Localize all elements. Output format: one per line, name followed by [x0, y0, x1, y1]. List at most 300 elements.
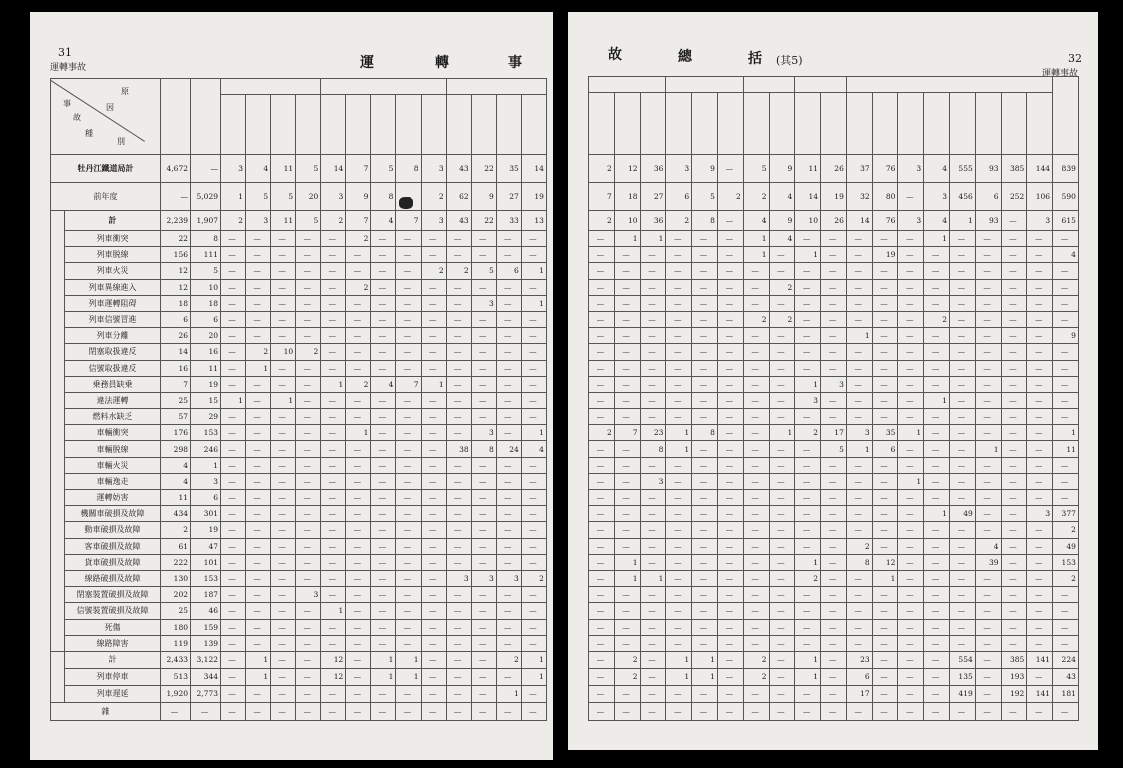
- right-group1-row-16-v15: —: [975, 490, 1001, 506]
- right-group1-row-18-v0: —: [589, 522, 615, 538]
- left-group1-row-20-v3: —: [296, 554, 321, 570]
- left-group1-row-24-label: 死傷: [65, 619, 161, 635]
- left-top-row-0-v10: 22: [471, 155, 496, 183]
- left-group1-row-24-v4: —: [321, 619, 346, 635]
- left-group1-row-1-v0: —: [221, 247, 246, 263]
- left-group1-row-22-label: 閉塞裝置破損及故障: [65, 587, 161, 603]
- left-group1-row-5-v6: —: [371, 311, 396, 327]
- left-group1-row-22-v6: —: [371, 587, 396, 603]
- diagonal-header-mid4: 種: [85, 128, 93, 138]
- left-misc-row-v10: —: [471, 702, 496, 720]
- right-group1-row-24-v8: —: [795, 619, 821, 635]
- right-group1-row-15-v10: —: [846, 473, 872, 489]
- left-group1-row-21-prev: 153: [191, 570, 221, 586]
- right-group1-row-22-v8: —: [795, 587, 821, 603]
- right-group1-row-15: [589, 473, 1079, 489]
- left-group1-row-11-v2: —: [271, 409, 296, 425]
- left-group1-row-6-label: 列車分離: [65, 328, 161, 344]
- right-group1-row-22: [589, 587, 1079, 603]
- right-group1-total-v11: 76: [872, 211, 898, 231]
- left-group2-row-1-v12: 1: [521, 668, 546, 685]
- left-group1-row-6-v4: —: [321, 328, 346, 344]
- right-group1-total-v8: 10: [795, 211, 821, 231]
- left-group1-row-1-v12: —: [521, 247, 546, 263]
- right-group1-row-3-v17: —: [1027, 279, 1053, 295]
- left-top-row-0-v9: 43: [446, 155, 471, 183]
- left-group2-row-1-prev: 344: [191, 668, 221, 685]
- right-group1-row-7-v5: —: [717, 344, 743, 360]
- left-group1-row-0: [51, 231, 547, 247]
- left-group1-row-14-v3: —: [296, 457, 321, 473]
- left-group1-total-v10: 22: [471, 211, 496, 231]
- right-group2-row-2: [589, 685, 1079, 702]
- col-header-0-2: [271, 95, 296, 155]
- left-group1-row-10-v1: —: [246, 392, 271, 408]
- right-group1-row-22-v7: —: [769, 587, 795, 603]
- left-group1-row-6-v6: —: [371, 328, 396, 344]
- right-misc-row: [589, 702, 1079, 720]
- right-group1-row-15-v7: —: [769, 473, 795, 489]
- left-group1-row-19-v1: —: [246, 538, 271, 554]
- right-group2-row-0-v5: —: [717, 651, 743, 668]
- right-group1-row-12-v3: 1: [666, 425, 692, 441]
- left-group1-row-17-v0: —: [221, 506, 246, 522]
- left-group1-row-21-v3: —: [296, 570, 321, 586]
- left-group1-row-9-v12: —: [521, 376, 546, 392]
- right-group1-row-18-v12: —: [898, 522, 924, 538]
- right-col-header-1-1: [692, 93, 718, 155]
- left-group1-row-18: [51, 522, 547, 538]
- right-group1-row-25-v2: —: [640, 635, 666, 651]
- left-group1-row-4-prev: 18: [191, 295, 221, 311]
- left-top-row-0-total: 4,672: [161, 155, 191, 183]
- right-group1-row-13-v8: —: [795, 441, 821, 457]
- left-group1-row-5-v11: —: [496, 311, 521, 327]
- left-group1-row-23-v8: —: [421, 603, 446, 619]
- left-group1-row-19-label: 客車破損及故障: [65, 538, 161, 554]
- left-group2-row-0-v6: 1: [371, 651, 396, 668]
- right-group1-row-13-v7: —: [769, 441, 795, 457]
- left-group1-row-2-v8: 2: [421, 263, 446, 279]
- right-group1-row-13: [589, 441, 1079, 457]
- left-group1-row-13-v9: 38: [446, 441, 471, 457]
- left-group1-row-8-v5: —: [346, 360, 371, 376]
- right-group1-row-5-v13: 2: [924, 311, 950, 327]
- right-group1-row-7-v18: —: [1053, 344, 1079, 360]
- left-group1-row-12: [51, 425, 547, 441]
- right-group1-row-21-v18: 2: [1053, 570, 1079, 586]
- right-group2-row-0-v10: 23: [846, 651, 872, 668]
- left-group1-row-12-total: 176: [161, 425, 191, 441]
- right-group1-row-15-v12: 1: [898, 473, 924, 489]
- right-group1-row-10-v5: —: [717, 392, 743, 408]
- left-group1-row-3-prev: 10: [191, 279, 221, 295]
- left-group1-row-7-v9: —: [446, 344, 471, 360]
- left-group1-row-18-v5: —: [346, 522, 371, 538]
- left-misc-row-v5: —: [346, 702, 371, 720]
- left-group1-row-21-v8: —: [421, 570, 446, 586]
- left-group1-row-8-v2: —: [271, 360, 296, 376]
- right-group1-row-3-v10: —: [846, 279, 872, 295]
- right-group1-row-6-v5: —: [717, 328, 743, 344]
- left-group1-row-7-prev: 16: [191, 344, 221, 360]
- left-misc-row: [51, 702, 547, 720]
- right-top-row-1-v12: —: [898, 183, 924, 211]
- right-group1-row-9-v3: —: [666, 376, 692, 392]
- left-group1-row-17-v6: —: [371, 506, 396, 522]
- left-group1-row-15-prev: 3: [191, 473, 221, 489]
- right-group1-row-1-v13: —: [924, 247, 950, 263]
- right-group1-row-8-v16: —: [1001, 360, 1027, 376]
- right-top-row-0-v12: 3: [898, 155, 924, 183]
- right-group1-row-19-v4: —: [692, 538, 718, 554]
- right-group1-total-v6: 4: [743, 211, 769, 231]
- right-top-row-0-v6: 5: [743, 155, 769, 183]
- left-group2-row-2-total: 1,920: [161, 685, 191, 702]
- right-group1-row-23-v2: —: [640, 603, 666, 619]
- right-group1-row-22-v9: —: [821, 587, 847, 603]
- right-col-header-2-1: [769, 93, 795, 155]
- left-group1-row-0-prev: 8: [191, 231, 221, 247]
- right-group2-row-1-v1: 2: [614, 668, 640, 685]
- right-group1-row-4-v14: —: [949, 295, 975, 311]
- right-group1-row-7-v17: —: [1027, 344, 1053, 360]
- left-top-row-1-v4: 3: [321, 183, 346, 211]
- right-group1-row-21-v3: —: [666, 570, 692, 586]
- left-group1-row-23-v11: —: [496, 603, 521, 619]
- left-group1-row-16-v2: —: [271, 490, 296, 506]
- right-group1-row-9-v6: —: [743, 376, 769, 392]
- left-group1-row-17-v1: —: [246, 506, 271, 522]
- right-group1-row-0-v10: —: [846, 231, 872, 247]
- right-group1-row-4-v15: —: [975, 295, 1001, 311]
- right-group1-row-17-v14: 49: [949, 506, 975, 522]
- right-group2-row-2-v0: —: [589, 685, 615, 702]
- right-group1-row-16-v12: —: [898, 490, 924, 506]
- left-group1-row-24-v12: —: [521, 619, 546, 635]
- right-group1-row-0: [589, 231, 1079, 247]
- left-group1-row-0-v1: —: [246, 231, 271, 247]
- left-group2-row-0-v8: —: [421, 651, 446, 668]
- left-group1-row-14-v4: —: [321, 457, 346, 473]
- right-group1-row-16-v16: —: [1001, 490, 1027, 506]
- right-group1-row-4-v0: —: [589, 295, 615, 311]
- right-group1-row-14-v8: —: [795, 457, 821, 473]
- right-group2-row-1-v15: —: [975, 668, 1001, 685]
- left-group1-row-18-v4: —: [321, 522, 346, 538]
- right-group1-row-3-v7: 2: [769, 279, 795, 295]
- left-group1-row-16-label: 運轉妨害: [65, 490, 161, 506]
- right-col-header-4-2: [898, 93, 924, 155]
- right-group1-row-11-v1: —: [614, 409, 640, 425]
- right-misc-row-v9: —: [821, 702, 847, 720]
- left-group1-row-11-v10: —: [471, 409, 496, 425]
- right-group2-row-0-v4: 1: [692, 651, 718, 668]
- right-group1-row-14-v0: —: [589, 457, 615, 473]
- right-group1-row-22-v16: —: [1001, 587, 1027, 603]
- right-group2-row-0-v8: 1: [795, 651, 821, 668]
- left-group2-row-0: [51, 651, 547, 668]
- right-group1-row-15-v15: —: [975, 473, 1001, 489]
- right-group1-row-8-v18: —: [1053, 360, 1079, 376]
- left-top-row-1-v2: 5: [271, 183, 296, 211]
- right-group1-row-8-v2: —: [640, 360, 666, 376]
- right-group1-row-14-v10: —: [846, 457, 872, 473]
- left-group1-row-15-total: 4: [161, 473, 191, 489]
- left-group1-row-10-v8: —: [421, 392, 446, 408]
- right-group1-row-9-v15: —: [975, 376, 1001, 392]
- left-group1-row-12-v8: —: [421, 425, 446, 441]
- right-group1-row-22-v12: —: [898, 587, 924, 603]
- left-group1-row-25-v6: —: [371, 635, 396, 651]
- left-group1-row-7-v1: 2: [246, 344, 271, 360]
- right-group1-row-5-v7: 2: [769, 311, 795, 327]
- right-group1-row-23-v0: —: [589, 603, 615, 619]
- left-group1-row-17-v2: —: [271, 506, 296, 522]
- right-group1-row-3-v11: —: [872, 279, 898, 295]
- left-group1-row-8-v7: —: [396, 360, 421, 376]
- left-group1-row-2-v7: —: [396, 263, 421, 279]
- right-col-header-4-3: [924, 93, 950, 155]
- right-group1-row-23-v9: —: [821, 603, 847, 619]
- right-group1-row-3-v5: —: [717, 279, 743, 295]
- left-group1-row-8-v1: 1: [246, 360, 271, 376]
- left-group1-row-8-v6: —: [371, 360, 396, 376]
- left-misc-row-v11: —: [496, 702, 521, 720]
- right-top-row-1-v3: 6: [666, 183, 692, 211]
- left-group1-row-22-v5: —: [346, 587, 371, 603]
- left-group1-row-24-v6: —: [371, 619, 396, 635]
- right-group1-row-22-v0: —: [589, 587, 615, 603]
- left-group1-row-14-v8: —: [421, 457, 446, 473]
- right-group1-row-17-v3: —: [666, 506, 692, 522]
- left-group1-row-14-v1: —: [246, 457, 271, 473]
- left-group1-row-11-v12: —: [521, 409, 546, 425]
- left-group1-row-7-total: 14: [161, 344, 191, 360]
- left-group1-row-10-v5: —: [346, 392, 371, 408]
- right-misc-row-v0: —: [589, 702, 615, 720]
- left-group1-row-0-total: 22: [161, 231, 191, 247]
- left-group1-row-15-v3: —: [296, 473, 321, 489]
- right-group1-row-0-v16: —: [1001, 231, 1027, 247]
- right-group1-row-12-v13: —: [924, 425, 950, 441]
- right-group1-row-14-v17: —: [1027, 457, 1053, 473]
- left-group1-row-4-v2: —: [271, 295, 296, 311]
- left-group2-row-0-v12: 1: [521, 651, 546, 668]
- right-group1-row-7-v9: —: [821, 344, 847, 360]
- right-group1-row-19-v18: 49: [1053, 538, 1079, 554]
- left-group2-row-2-v5: —: [346, 685, 371, 702]
- left-group1-row-1-v5: —: [346, 247, 371, 263]
- left-group1-row-17-v7: —: [396, 506, 421, 522]
- left-group1-row-16-v0: —: [221, 490, 246, 506]
- left-group2-row-1-v1: 1: [246, 668, 271, 685]
- right-group1-row-20-v15: 39: [975, 554, 1001, 570]
- left-group1-row-15-v10: —: [471, 473, 496, 489]
- right-group1-row-22-v17: —: [1027, 587, 1053, 603]
- left-misc-row-v0: —: [221, 702, 246, 720]
- left-group1-row-12-prev: 153: [191, 425, 221, 441]
- left-group2-row-1-v7: 1: [396, 668, 421, 685]
- left-group1-row-11-prev: 29: [191, 409, 221, 425]
- left-group1-row-21-v1: —: [246, 570, 271, 586]
- right-group1-row-20-v17: —: [1027, 554, 1053, 570]
- right-group1-row-5-v10: —: [846, 311, 872, 327]
- left-group1-row-18-v9: —: [446, 522, 471, 538]
- right-group1-row-16: [589, 490, 1079, 506]
- left-group1-row-6-v3: —: [296, 328, 321, 344]
- left-group1-row-5-v4: —: [321, 311, 346, 327]
- right-group2-row-1-v8: 1: [795, 668, 821, 685]
- left-group1-row-8-total: 16: [161, 360, 191, 376]
- right-group1-row-1-v7: —: [769, 247, 795, 263]
- right-group1-row-23-v17: —: [1027, 603, 1053, 619]
- right-top-row-1-v17: 106: [1027, 183, 1053, 211]
- right-group1-row-13-v4: —: [692, 441, 718, 457]
- left-group2-row-1-v5: —: [346, 668, 371, 685]
- left-page: [30, 12, 553, 760]
- right-group1-row-5-v5: —: [717, 311, 743, 327]
- right-misc-row-v12: —: [898, 702, 924, 720]
- right-group2-row-2-v1: —: [614, 685, 640, 702]
- left-group1-row-14-total: 4: [161, 457, 191, 473]
- left-group1-row-17-v10: —: [471, 506, 496, 522]
- left-top-row-1-v7: —: [396, 183, 421, 211]
- left-group1-row-1-v8: —: [421, 247, 446, 263]
- left-group1-row-16-v7: —: [396, 490, 421, 506]
- right-title-char-2: 總: [678, 49, 692, 65]
- right-group1-row-16-v10: —: [846, 490, 872, 506]
- right-group1-row-0-v7: 4: [769, 231, 795, 247]
- diagonal-header-top: 原: [121, 86, 129, 96]
- left-group1-row-8-v4: —: [321, 360, 346, 376]
- right-group1-row-18: [589, 522, 1079, 538]
- left-top-row-0-v12: 14: [521, 155, 546, 183]
- right-group1-row-11-v16: —: [1001, 409, 1027, 425]
- right-group1-row-10-v16: —: [1001, 392, 1027, 408]
- right-group1-row-3-v16: —: [1001, 279, 1027, 295]
- right-group1-row-24-v5: —: [717, 619, 743, 635]
- right-group1-row-13-v17: —: [1027, 441, 1053, 457]
- right-group1-row-2: [589, 263, 1079, 279]
- left-group1-row-21-v4: —: [321, 570, 346, 586]
- left-group1-row-13-v1: —: [246, 441, 271, 457]
- right-group1-row-6-v13: —: [924, 328, 950, 344]
- right-group2-row-1-v0: —: [589, 668, 615, 685]
- right-group1-row-19-v0: —: [589, 538, 615, 554]
- left-group1-row-20: [51, 554, 547, 570]
- right-group1-row-24-v2: —: [640, 619, 666, 635]
- right-group1-row-11-v2: —: [640, 409, 666, 425]
- left-group1-row-21-v11: 3: [496, 570, 521, 586]
- right-group1-row-14-v12: —: [898, 457, 924, 473]
- right-group1-row-9-v12: —: [898, 376, 924, 392]
- right-misc-row-v16: —: [1001, 702, 1027, 720]
- left-group2-row-0-v2: —: [271, 651, 296, 668]
- right-group1-row-24-v18: —: [1053, 619, 1079, 635]
- left-group1-row-19-v9: —: [446, 538, 471, 554]
- right-group1-row-18-v13: —: [924, 522, 950, 538]
- left-group2-row-0-prev: 3,122: [191, 651, 221, 668]
- right-group2-row-0-v12: —: [898, 651, 924, 668]
- left-group1-row-23-v2: —: [271, 603, 296, 619]
- left-top-row-0-v2: 11: [271, 155, 296, 183]
- left-misc-row-v9: —: [446, 702, 471, 720]
- left-group1-row-18-v10: —: [471, 522, 496, 538]
- left-group1-row-22-v7: —: [396, 587, 421, 603]
- right-group1-row-2-v5: —: [717, 263, 743, 279]
- right-group1-row-9-v4: —: [692, 376, 718, 392]
- right-group1-row-6-v8: —: [795, 328, 821, 344]
- right-group1-row-17-v9: —: [821, 506, 847, 522]
- right-group1-row-7-v14: —: [949, 344, 975, 360]
- right-group1-row-14-v11: —: [872, 457, 898, 473]
- right-group1-row-11-v9: —: [821, 409, 847, 425]
- right-group1-row-11-v7: —: [769, 409, 795, 425]
- right-group1-row-23-v13: —: [924, 603, 950, 619]
- right-group1-row-23-v8: —: [795, 603, 821, 619]
- left-group1-row-14-v7: —: [396, 457, 421, 473]
- right-group1-row-2-v6: —: [743, 263, 769, 279]
- left-group1-row-13-v4: —: [321, 441, 346, 457]
- right-group1-row-4-v13: —: [924, 295, 950, 311]
- left-group1-row-11-total: 57: [161, 409, 191, 425]
- right-group1-row-15-v3: —: [666, 473, 692, 489]
- left-group1-total-v0: 2: [221, 211, 246, 231]
- right-group2-row-0-v2: —: [640, 651, 666, 668]
- right-group2-row-2-v7: —: [769, 685, 795, 702]
- right-group2-row-0-v11: —: [872, 651, 898, 668]
- right-group1-row-16-v11: —: [872, 490, 898, 506]
- right-group1-row-18-v4: —: [692, 522, 718, 538]
- right-group1-row-4-v5: —: [717, 295, 743, 311]
- left-group1-row-5-v8: —: [421, 311, 446, 327]
- left-group1-row-25-v3: —: [296, 635, 321, 651]
- right-group1-row-24-v16: —: [1001, 619, 1027, 635]
- right-col-header-0-1: [614, 93, 640, 155]
- right-misc-row-v6: —: [743, 702, 769, 720]
- left-group1-row-15-v6: —: [371, 473, 396, 489]
- left-group1-row-0-v9: —: [446, 231, 471, 247]
- right-misc-row-v1: —: [614, 702, 640, 720]
- left-top-row-0-v1: 4: [246, 155, 271, 183]
- right-group1-row-4-v10: —: [846, 295, 872, 311]
- left-group1-row-5-v9: —: [446, 311, 471, 327]
- right-group2-row-2-v14: 419: [949, 685, 975, 702]
- right-group1-row-5: [589, 311, 1079, 327]
- left-group1-row-3: [51, 279, 547, 295]
- left-group1-row-8: [51, 360, 547, 376]
- left-group1-row-7-label: 閉塞取扱違反: [65, 344, 161, 360]
- left-group1-total: [51, 211, 547, 231]
- left-group1-row-11-v1: —: [246, 409, 271, 425]
- right-group1-row-20-v9: —: [821, 554, 847, 570]
- left-group1-row-11-v3: —: [296, 409, 321, 425]
- right-group1-row-18-v3: —: [666, 522, 692, 538]
- left-group1-row-3-v11: —: [496, 279, 521, 295]
- left-group1-row-1-prev: 111: [191, 247, 221, 263]
- right-group1-row-9-v17: —: [1027, 376, 1053, 392]
- left-group1-row-16-v4: —: [321, 490, 346, 506]
- left-group1-row-15-v0: —: [221, 473, 246, 489]
- right-group2-row-1-v6: 2: [743, 668, 769, 685]
- left-group1-total-v11: 33: [496, 211, 521, 231]
- left-group1-row-24-v9: —: [446, 619, 471, 635]
- right-group2-row-2-v17: 141: [1027, 685, 1053, 702]
- right-group1-row-8-v6: —: [743, 360, 769, 376]
- right-group2-row-1-v13: —: [924, 668, 950, 685]
- left-group1-row-6-prev: 20: [191, 328, 221, 344]
